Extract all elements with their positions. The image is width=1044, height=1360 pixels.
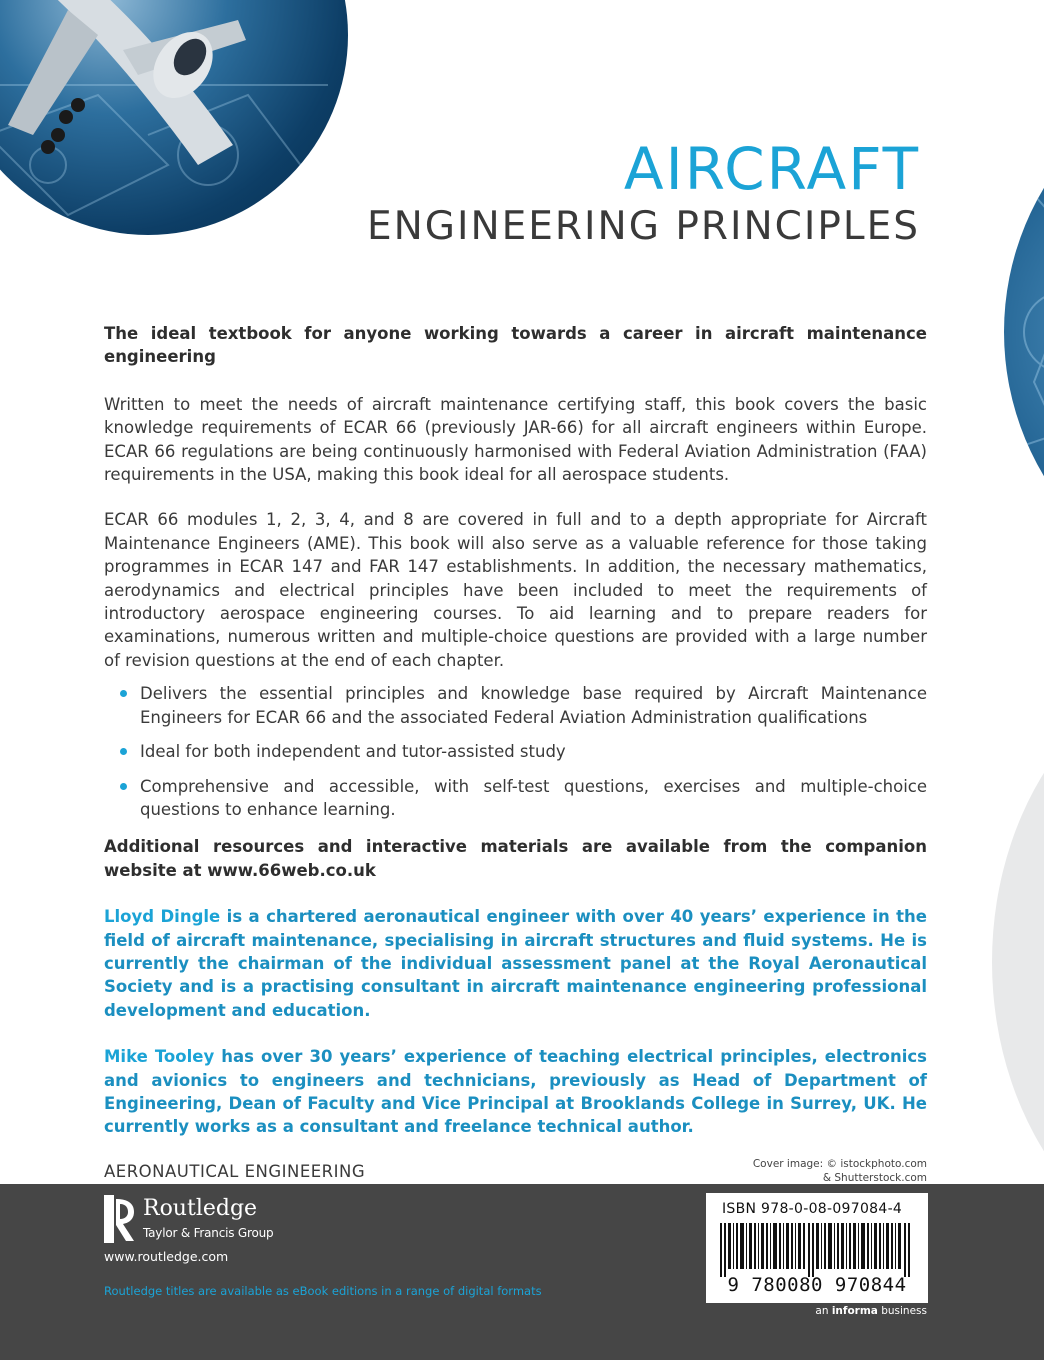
- barcode-digits: 9 780080 970844: [727, 1274, 907, 1296]
- list-item: [104, 682, 927, 729]
- author-bio-text: has over 30 years’ experience of teaching electrical principles, electronics and avionics to engineers and technicians, previously as Head of Department of Engineering, Dean of Faculty and Vice Principal at Brooklands College in Surrey, UK. He currently works as a consultant and freelance technical author.: [104, 1047, 927, 1137]
- list-item: [104, 740, 927, 763]
- publisher-name: Routledge: [143, 1196, 258, 1221]
- informa-business-tag: [815, 1305, 927, 1317]
- subject-category: AERONAUTICAL ENGINEERING: [104, 1161, 366, 1181]
- author-bio: [104, 905, 927, 1022]
- isbn-label: ISBN 978-0-08-097084-4: [722, 1201, 903, 1217]
- isbn-barcode-panel: [706, 1193, 928, 1303]
- book-subtitle: ENGINEERING PRINCIPLES: [366, 204, 920, 249]
- author-bio: [104, 1045, 927, 1139]
- companion-website-note: Additional resources and interactive materials are available from the companion website at www.66web.co.uk: [104, 837, 927, 880]
- cover-photo-aircraft: [0, 0, 348, 235]
- routledge-logo-icon: [104, 1195, 136, 1243]
- cover-photo-engine: [1004, 52, 1044, 612]
- feature-text: Comprehensive and accessible, with self-test questions, exercises and multiple-choice questions to enhance learning.: [140, 776, 927, 819]
- informa-suffix: business: [877, 1305, 927, 1317]
- description-paragraph: ECAR 66 modules 1, 2, 3, 4, and 8 are covered in full and to a depth appropriate for Aircraft Maintenance Engineers (AME). This book will also serve as a valuable reference for those taking programmes in ECAR 147 and FAR 147 establishments. In addition, the necessary mathematics, aerodynamics and electrical principles have been included to meet the requirements of introductory aerospace engineering courses. To aid learning and to prepare readers for examinations, numerous written and multiple-choice questions are provided with a large number of revision questions at the end of each chapter.: [104, 510, 927, 670]
- author-name: Lloyd Dingle: [104, 907, 221, 927]
- bullet-icon: [120, 690, 127, 697]
- aircraft-illustration: [0, 0, 348, 235]
- tagline: The ideal textbook for anyone working towards a career in aircraft maintenance engineering: [104, 324, 927, 367]
- informa-prefix: an: [815, 1305, 832, 1317]
- publisher-website[interactable]: www.routledge.com: [104, 1249, 229, 1264]
- bullet-icon: [120, 748, 127, 755]
- feature-list: [104, 682, 927, 821]
- credit-line: Cover image: © istockphoto.com: [752, 1158, 927, 1170]
- description-paragraph: Written to meet the needs of aircraft maintenance certifying staff, this book covers the basic knowledge requirements of ECAR 66 (previously JAR-66) for all aircraft engineers within Europe. ECAR 66 regulations are being continuously harmonised with Federal Aviation Administration (FAA) requirements in the USA, making this book ideal for all aerospace students.: [104, 394, 927, 485]
- informa-brand: informa: [831, 1305, 878, 1317]
- feature-text: Delivers the essential principles and knowledge base required by Aircraft Maintenance Engineers for ECAR 66 and the associated Federal Aviation Administration qualifications: [140, 684, 927, 727]
- decorative-arc: [992, 652, 1044, 1272]
- author-name: Mike Tooley: [104, 1047, 215, 1067]
- cover-image-credit: [753, 1157, 927, 1185]
- list-item: [104, 775, 927, 822]
- engine-illustration: [1004, 52, 1044, 612]
- bullet-icon: [120, 783, 127, 790]
- barcode-icon: [720, 1223, 914, 1277]
- feature-text: Ideal for both independent and tutor-assisted study: [140, 742, 566, 762]
- author-bio-text: is a chartered aeronautical engineer with over 40 years’ experience in the field of aircraft maintenance, specialising in aircraft structures and fluid systems. He is currently the chairman of the individual assessment panel at the Royal Aeronautical Society and is a practising consultant in aircraft maintenance engineering professional development and education.: [104, 907, 927, 1020]
- credit-line: & Shutterstock.com: [822, 1172, 927, 1184]
- back-cover-blurb: [104, 322, 927, 1183]
- book-title: AIRCRAFT: [623, 135, 920, 203]
- ebook-note: Routledge titles are available as eBook editions in a range of digital formats: [104, 1284, 542, 1298]
- publisher-group: Taylor & Francis Group: [143, 1226, 274, 1240]
